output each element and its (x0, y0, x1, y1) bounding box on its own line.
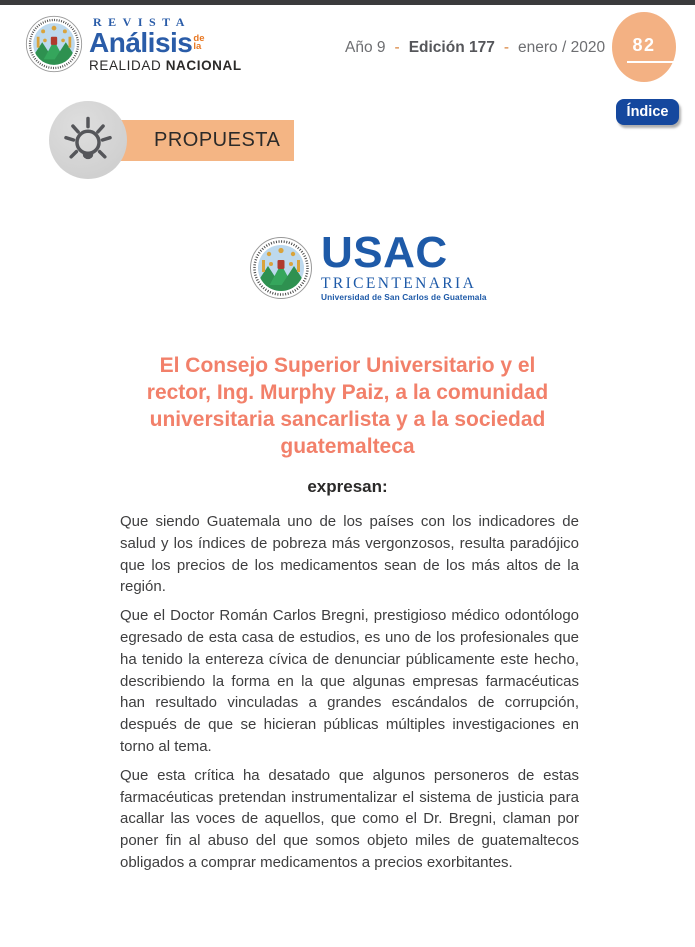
brand-realidad-nacional-label: REALIDAD NACIONAL (89, 57, 242, 73)
usac-subtitle: TRICENTENARIA (321, 274, 477, 292)
edition-year: Año 9 (345, 39, 386, 56)
top-border (0, 0, 695, 5)
page-number: 82 (632, 35, 656, 55)
brand-dela-label: de la (193, 32, 205, 53)
journal-logo (25, 15, 242, 73)
article-title: El Consejo Superior Universitario y el rector, Ing. Murphy Paiz, a la comunidad universitaria sancarlista y a la sociedad guatemalteca (146, 354, 549, 458)
usac-caption: Universidad de San Carlos de Guatemala (321, 292, 487, 303)
edition-issue: Edición 177 (408, 39, 495, 56)
page-number-underline (627, 61, 684, 63)
brand-analisis-label: Análisis (89, 26, 193, 58)
section-icon-circle (49, 101, 127, 179)
edition-line (345, 39, 605, 57)
page-number-badge (612, 12, 676, 82)
paragraph: Que el Doctor Román Carlos Bregni, prestigioso médico odontólogo egresado de esta casa de estudios, es uno de los profesionales que ha tenido la entereza cívica de denunciar públicamente este hecho, describiendo la forma en la que algunas empresas farmacéuticas han resultado vinculadas a grandes escándalos de corrupción, después de que se hicieran públicas múltiples investigaciones en torno al tema. (120, 607, 579, 755)
edition-date: enero / 2020 (518, 39, 606, 56)
paragraph: Que esta crítica ha desatado que algunos personeros de estas farmacéuticas pretendan instrumentalizar el sistema de justicia para acallar las voces de aquellos, que como el Dr. Bregni, claman por poner fin al abuso del que somos objeto miles de guatemaltecos obligados a comprar medicamentos a precios exorbitantes. (120, 766, 579, 871)
lightbulb-icon (59, 111, 117, 169)
article-subtitle: expresan: (307, 477, 388, 496)
indice-button[interactable]: Índice (616, 99, 679, 125)
usac-acronym: USAC (321, 228, 448, 277)
paragraph: Que siendo Guatemala uno de los países con los indicadores de salud y los índices de pobreza más vergonzosos, resulta paradójico que los precios de los medicamentos sean de los más altos de la región. (120, 513, 579, 596)
usac-logo (249, 228, 487, 303)
section-title: PROPUESTA (154, 129, 281, 151)
edition-separator: - (394, 39, 400, 56)
edition-separator: - (503, 39, 510, 56)
article-body (120, 511, 579, 881)
university-seal-icon (25, 15, 83, 73)
usac-seal-icon (249, 236, 313, 300)
brand-revista-label: REVISTA (93, 14, 191, 29)
